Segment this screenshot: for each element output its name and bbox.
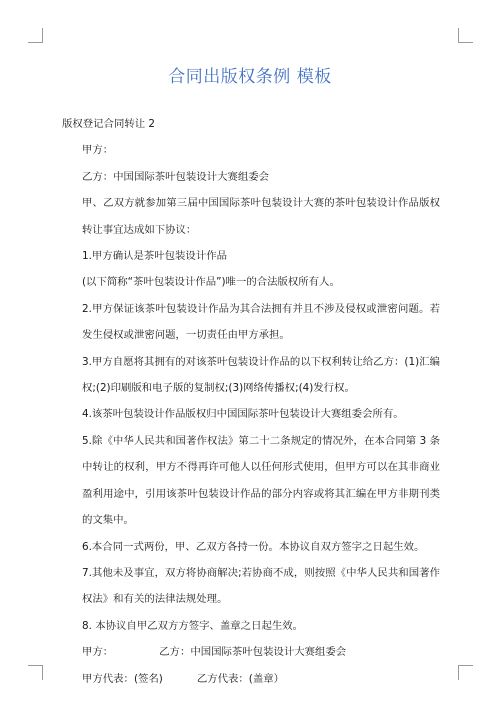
clause-6: 6.本合同一式两份，甲、乙双方各持一份。本协议自双方签字之日起生效。 (82, 540, 425, 553)
crop-mark-bottom-left (28, 665, 43, 680)
intro-paragraph: 甲、乙双方就参加第三届中国国际茶叶包装设计大赛的茶叶包装设计作品版权转让事宜达成如下协议： (82, 197, 440, 236)
signature-representatives-line (62, 666, 440, 692)
sign-party-a: 甲方： (82, 646, 114, 659)
clause-5: 5.除《中华人民共和国著作权法》第二十二条规定的情况外，在本合同第 3 条中转让的权利，甲方不得再许可他人以任何形式使用，但甲方可以在其非商业盈利用途中，引用该茶叶包装设计作品的部分内容或将其汇编在甲方非期刊类的文集中。 (82, 434, 440, 527)
clause-2: 2.甲方保证该茶叶包装设计作品为其合法拥有并且不涉及侵权或泄密问题。若发生侵权或泄密问题，一切责任由甲方承担。 (82, 302, 440, 342)
clause-4: 4.该茶叶包装设计作品版权归中国国际茶叶包装设计大赛组委会所有。 (82, 408, 404, 421)
clause-7: 7.其他未及事宜，双方将协商解决;若协商不成，则按照《中华人民共和国著作权法》和有关的法律法规处理。 (82, 566, 440, 606)
party-b-line: 乙方：中国国际茶叶包装设计大赛组委会 (82, 170, 270, 183)
crop-mark-top-left (28, 28, 43, 43)
crop-mark-top-right (458, 28, 473, 43)
clause-1b: (以下简称“茶叶包装设计作品”)唯一的合法版权所有人。 (82, 276, 340, 289)
document-body (62, 111, 440, 692)
document-title: 合同出版权条例 模板 (168, 67, 332, 87)
clause-1a: 1.甲方确认是茶叶包装设计作品 (82, 250, 227, 263)
contract-heading: 版权登记合同转让 2 (62, 118, 156, 130)
sign-party-b: 乙方：中国国际茶叶包装设计大赛组委会 (159, 646, 347, 659)
rep-party-a: 甲方代表：(签名) (82, 672, 163, 685)
rep-party-b: 乙方代表：(盖章） (196, 672, 285, 685)
signature-parties-line (62, 639, 440, 665)
crop-mark-bottom-right (458, 665, 473, 680)
party-a-line: 甲方： (82, 144, 114, 157)
clause-8: 8. 本协议自甲乙双方方签字、盖章之日起生效。 (82, 619, 304, 632)
clause-3: 3.甲方自愿将其拥有的对该茶叶包装设计作品的以下权利转让给乙方：(1)汇编权;(2)印刷版和电子版的复制权;(3)网络传播权;(4)发行权。 (82, 355, 440, 395)
